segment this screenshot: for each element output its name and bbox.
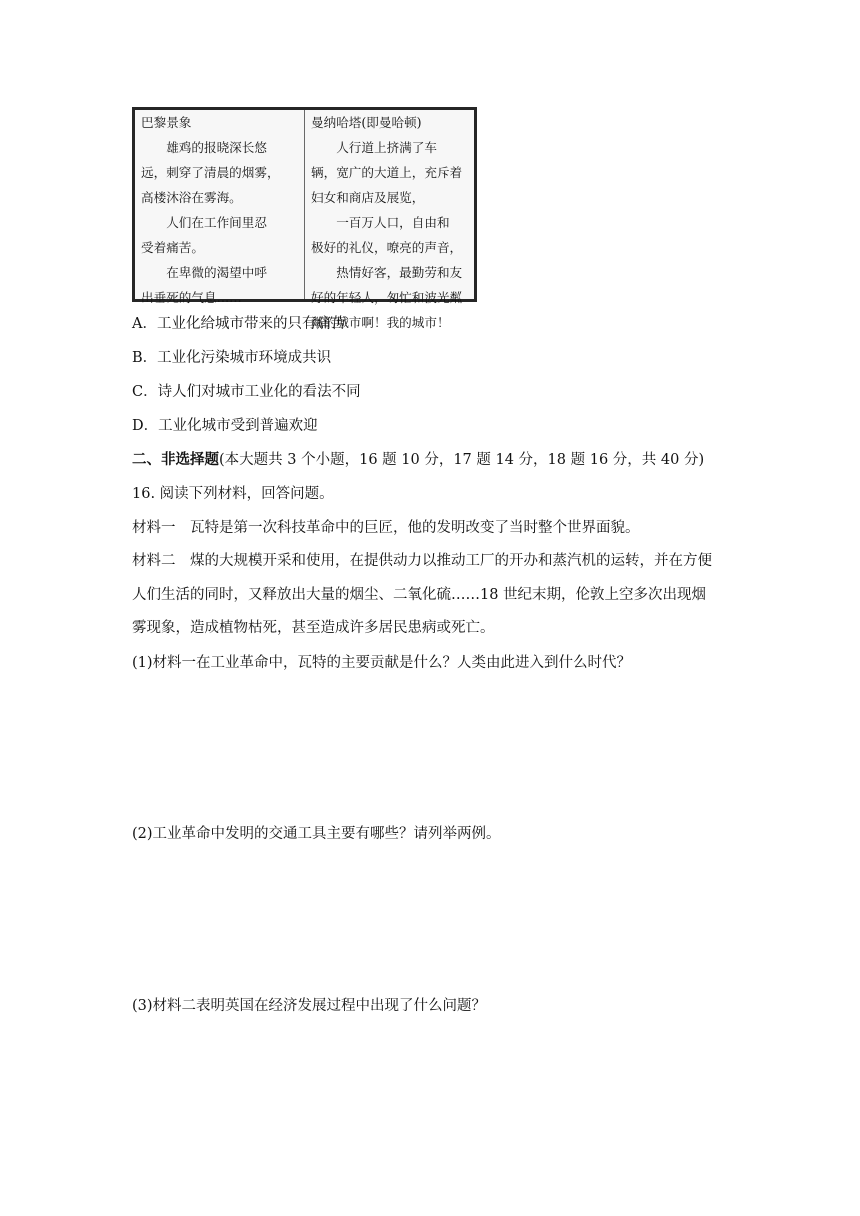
sub-question-1: (1)材料一在工业革命中，瓦特的主要贡献是什么？人类由此进入到什么时代？ [132, 655, 632, 671]
poem-right-line: 好的年轻人，匆忙和波光粼 [311, 290, 463, 305]
poem-left-line: 人们在工作间里忍 [141, 215, 267, 230]
section-title: 二、非选择题 [132, 451, 219, 468]
poem-left-line: 高楼沐浴在雾海。 [141, 190, 242, 205]
poem-left-line: 出垂死的气息…… [141, 290, 242, 305]
option-a: A．工业化给城市带来的只有痛苦 [132, 316, 346, 332]
question-16-stem: 16. 阅读下列材料，回答问题。 [132, 486, 334, 502]
material-2-line-1: 材料二 煤的大规模开采和使用，在提供动力以推动工厂的开办和蒸汽机的运转，并在方便 [132, 553, 712, 569]
poem-left-line: 远，刺穿了清晨的烟雾， [141, 165, 280, 180]
poem-right-line: 妇女和商店及展览， [311, 190, 425, 205]
poem-right-title: 曼纳哈塔(即曼哈顿) [311, 115, 422, 130]
poem-left-title: 巴黎景象 [141, 115, 192, 130]
poem-right-line: 粼的城市啊！我的城市！ [311, 315, 450, 330]
poem-right-line: 辆，宽广的大道上，充斥着 [311, 165, 463, 180]
option-c: C．诗人们对城市工业化的看法不同 [132, 384, 361, 400]
poem-right-column [304, 110, 474, 330]
section-heading [132, 450, 704, 470]
option-b: B．工业化污染城市环境成共识 [132, 350, 332, 366]
material-2-line-3: 雾现象，造成植物枯死，甚至造成许多居民患病或死亡。 [132, 620, 495, 636]
sub-question-3: (3)材料二表明英国在经济发展过程中出现了什么问题？ [132, 998, 487, 1014]
poem-left-line: 雄鸡的报晓深长悠 [141, 140, 267, 155]
material-2-line-2: 人们生活的同时，又释放出大量的烟尘、二氧化硫……18 世纪末期，伦敦上空多次出现烟 [132, 587, 707, 603]
poem-right-line: 人行道上挤满了车 [311, 140, 437, 155]
poem-right-line: 热情好客，最勤劳和友 [311, 265, 463, 280]
poem-left-column [135, 110, 304, 305]
poem-left-line: 在卑微的渴望中呼 [141, 265, 267, 280]
material-1: 材料一 瓦特是第一次科技革命中的巨匠，他的发明改变了当时整个世界面貌。 [132, 520, 640, 536]
poem-right-line: 一百万人口，自由和 [311, 215, 450, 230]
poem-left-line: 受着痛苦。 [141, 240, 204, 255]
option-d: D．工业化城市受到普遍欢迎 [132, 418, 318, 434]
section-note: (本大题共 3 个小题，16 题 10 分，17 题 14 分，18 题 16 分，共 40 分) [219, 452, 705, 468]
poem-right-line: 极好的礼仪，嘹亮的声音， [311, 240, 463, 255]
sub-question-2: (2)工业革命中发明的交通工具主要有哪些？请列举两例。 [132, 826, 501, 842]
